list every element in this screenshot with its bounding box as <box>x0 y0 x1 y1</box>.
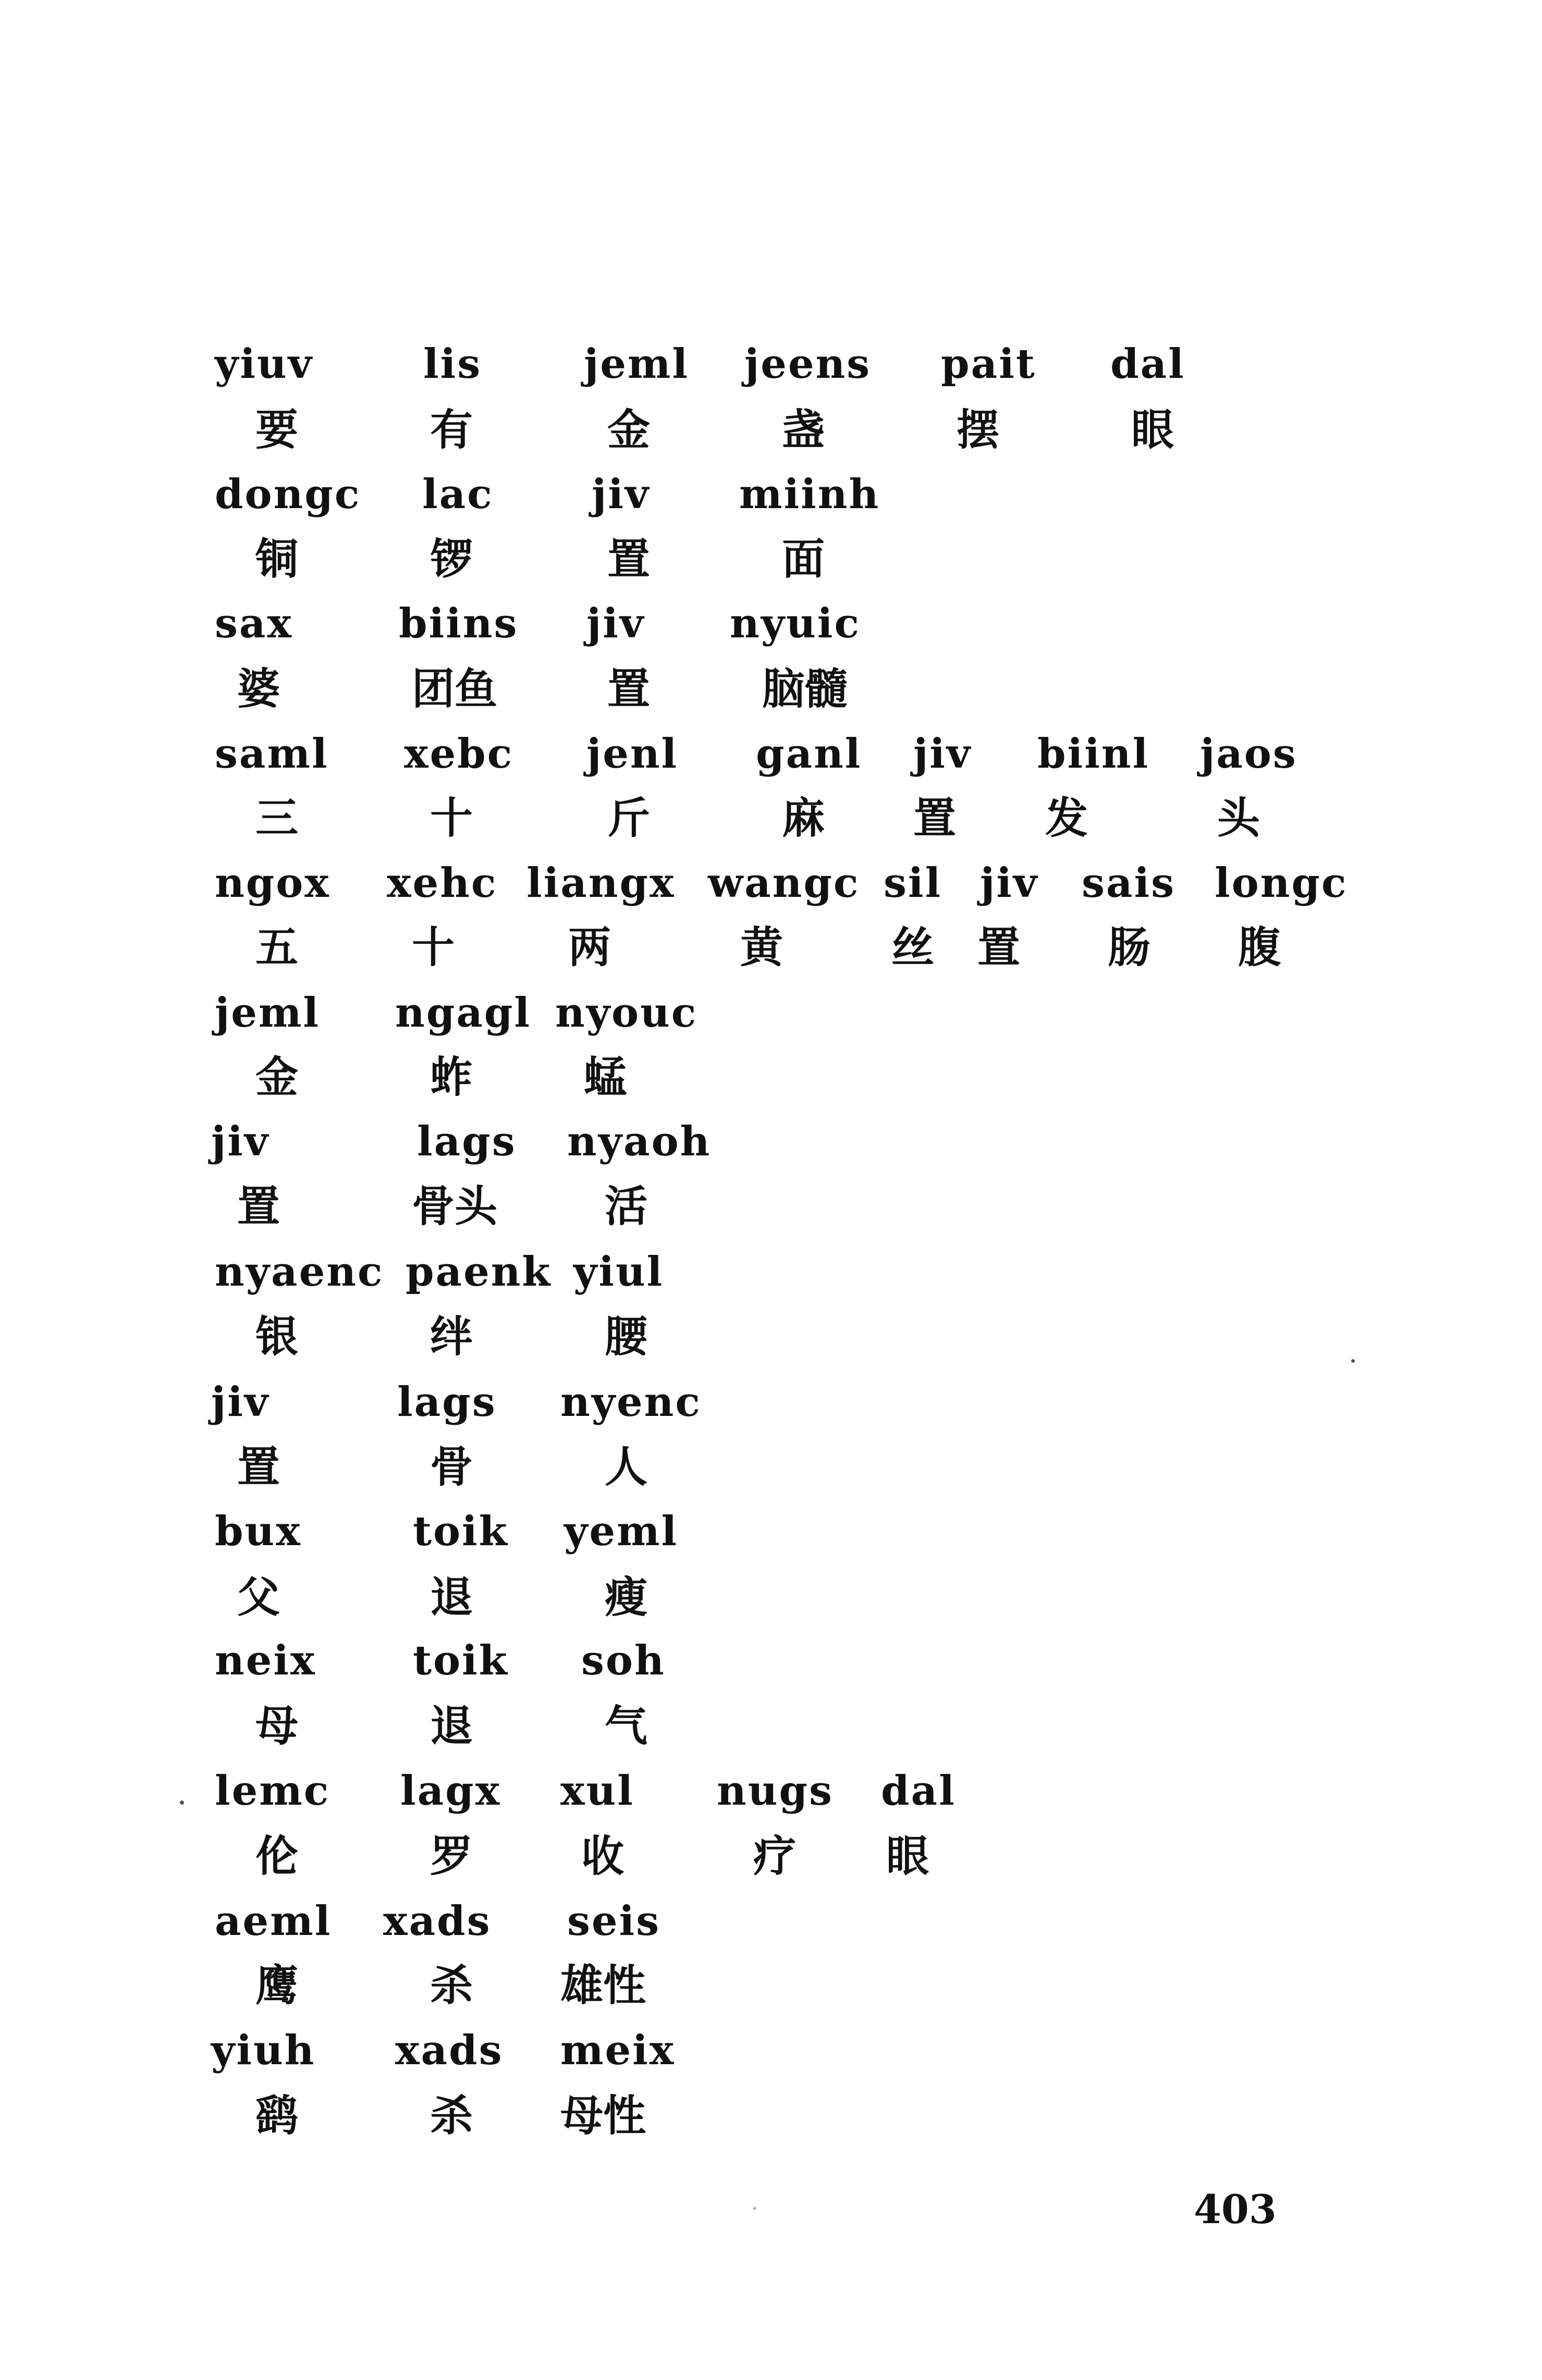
gloss-word: 麻 <box>782 794 825 843</box>
gloss-word: 丝 <box>891 923 935 972</box>
romanized-word: soh <box>581 1637 666 1684</box>
gloss-word: 母性 <box>560 2091 646 2141</box>
gloss-word: 蚱 <box>430 1053 473 1102</box>
gloss-line <box>0 794 1542 860</box>
gloss-word: 发 <box>1045 794 1088 843</box>
romanized-word: xads <box>383 1897 492 1945</box>
gloss-line <box>0 1573 1542 1639</box>
print-speck <box>180 1801 184 1805</box>
romanized-word: miinh <box>739 471 880 518</box>
gloss-word: 收 <box>581 1832 625 1881</box>
gloss-line <box>0 1961 1542 2027</box>
gloss-word: 眼 <box>1131 405 1174 455</box>
gloss-word: 杀 <box>430 2091 473 2141</box>
gloss-word: 置 <box>607 535 651 584</box>
romanized-word: jiv <box>586 600 645 647</box>
gloss-line <box>0 2091 1542 2157</box>
gloss-word: 有 <box>430 405 473 455</box>
gloss-word: 眼 <box>886 1832 929 1881</box>
romanized-line <box>0 1767 1542 1833</box>
gloss-word: 十 <box>430 794 473 843</box>
gloss-word: 置 <box>237 1182 280 1231</box>
romanized-word: paenk <box>406 1248 552 1296</box>
romanized-word: lac <box>422 471 494 518</box>
gloss-word: 五 <box>255 923 299 972</box>
gloss-word: 鹰 <box>255 1961 299 2011</box>
romanized-word: jaos <box>1200 730 1298 778</box>
gloss-word: 置 <box>237 1442 280 1492</box>
romanized-word: sax <box>215 600 293 647</box>
gloss-word: 三 <box>255 794 299 843</box>
gloss-line <box>0 1053 1542 1119</box>
gloss-word: 置 <box>977 923 1021 972</box>
gloss-line <box>0 1442 1542 1509</box>
gloss-word: 两 <box>568 923 611 972</box>
gloss-line <box>0 1701 1542 1768</box>
romanized-line <box>0 1378 1542 1445</box>
gloss-word: 团鱼 <box>412 664 498 714</box>
romanized-word: wangc <box>708 859 860 907</box>
romanized-word: dongc <box>215 471 361 518</box>
romanized-word: jeml <box>584 340 690 388</box>
romanized-word: xul <box>560 1767 634 1815</box>
gloss-word: 瘦 <box>605 1573 648 1622</box>
romanized-word: biinl <box>1037 730 1150 778</box>
romanized-line <box>0 1248 1542 1314</box>
gloss-word: 人 <box>605 1442 648 1492</box>
gloss-word: 头 <box>1217 794 1260 843</box>
romanized-word: yiuv <box>215 340 313 388</box>
romanized-word: yiuh <box>211 2027 316 2074</box>
romanized-line <box>0 1118 1542 1184</box>
romanized-word: jiv <box>211 1118 270 1165</box>
romanized-word: jiv <box>980 859 1039 907</box>
gloss-word: 活 <box>605 1182 648 1231</box>
romanized-word: ngagl <box>395 989 531 1037</box>
romanized-line <box>0 989 1542 1055</box>
romanized-word: jeml <box>215 989 321 1037</box>
gloss-word: 罗 <box>430 1832 473 1881</box>
romanized-word: jiv <box>592 471 651 518</box>
gloss-word: 父 <box>237 1573 280 1622</box>
gloss-word: 斤 <box>607 794 651 843</box>
gloss-word: 鹞 <box>255 2091 299 2141</box>
romanized-word: sil <box>884 859 943 907</box>
romanized-word: dal <box>1110 340 1185 388</box>
gloss-word: 置 <box>607 664 651 714</box>
romanized-word: liangx <box>527 859 676 907</box>
romanized-word: lagx <box>400 1767 501 1815</box>
gloss-line <box>0 405 1542 472</box>
romanized-word: longc <box>1215 859 1348 907</box>
gloss-word: 铜 <box>255 535 299 584</box>
romanized-word: biins <box>399 600 519 647</box>
romanized-word: bux <box>215 1508 302 1555</box>
romanized-word: nyuic <box>730 600 861 647</box>
romanized-word: nyenc <box>560 1378 702 1426</box>
romanized-word: jiv <box>211 1378 270 1426</box>
romanized-word: jiv <box>913 730 972 778</box>
romanized-word: pait <box>941 340 1036 388</box>
romanized-word: xehc <box>387 859 498 907</box>
gloss-word: 肠 <box>1108 923 1151 972</box>
romanized-line <box>0 859 1542 926</box>
romanized-word: dal <box>881 1767 956 1815</box>
romanized-word: lis <box>423 340 482 388</box>
gloss-word: 绊 <box>430 1312 473 1362</box>
page-number: 403 <box>1194 2186 1277 2233</box>
romanized-line <box>0 1897 1542 1964</box>
romanized-word: lemc <box>215 1767 331 1815</box>
gloss-word: 骨 <box>430 1442 473 1492</box>
romanized-word: nyaenc <box>215 1248 384 1296</box>
romanized-word: jeens <box>744 340 872 388</box>
romanized-word: neix <box>215 1637 316 1684</box>
gloss-word: 十 <box>412 923 455 972</box>
gloss-word: 骨头 <box>412 1182 498 1231</box>
gloss-line <box>0 1182 1542 1248</box>
romanized-line <box>0 340 1542 406</box>
romanized-word: meix <box>560 2027 676 2074</box>
romanized-word: lags <box>397 1378 497 1426</box>
gloss-word: 置 <box>913 794 957 843</box>
romanized-word: aeml <box>215 1897 332 1945</box>
romanized-word: sais <box>1082 859 1176 907</box>
romanized-word: jenl <box>586 730 679 778</box>
gloss-word: 盏 <box>782 405 825 455</box>
romanized-word: seis <box>567 1897 661 1945</box>
gloss-word: 退 <box>430 1573 473 1622</box>
gloss-word: 气 <box>605 1701 648 1751</box>
romanized-word: ganl <box>756 730 862 778</box>
gloss-line <box>0 664 1542 731</box>
gloss-word: 杀 <box>430 1961 473 2011</box>
print-speck <box>753 2207 756 2210</box>
romanized-line <box>0 471 1542 537</box>
romanized-word: toik <box>413 1637 509 1684</box>
romanized-line <box>0 1508 1542 1574</box>
romanized-word: nugs <box>717 1767 834 1815</box>
romanized-word: yiul <box>573 1248 664 1296</box>
gloss-word: 母 <box>255 1701 299 1751</box>
gloss-word: 腹 <box>1238 923 1281 972</box>
gloss-word: 疗 <box>753 1832 797 1881</box>
gloss-word: 黄 <box>740 923 784 972</box>
gloss-word: 雄性 <box>560 1961 646 2011</box>
gloss-line <box>0 535 1542 601</box>
romanized-line <box>0 600 1542 666</box>
gloss-word: 腰 <box>605 1312 648 1362</box>
gloss-word: 要 <box>255 405 299 455</box>
romanized-word: toik <box>413 1508 509 1555</box>
gloss-line <box>0 1832 1542 1898</box>
gloss-word: 脑髓 <box>762 664 848 714</box>
romanized-line <box>0 2027 1542 2093</box>
romanized-word: ngox <box>215 859 331 907</box>
romanized-word: yeml <box>564 1508 679 1555</box>
gloss-word: 金 <box>607 405 651 455</box>
gloss-word: 蜢 <box>584 1053 627 1102</box>
romanized-word: nyouc <box>555 989 698 1037</box>
gloss-word: 婆 <box>237 664 280 714</box>
gloss-word: 摆 <box>957 405 1000 455</box>
gloss-word: 金 <box>255 1053 299 1102</box>
romanized-word: saml <box>215 730 329 778</box>
gloss-word: 锣 <box>430 535 473 584</box>
romanized-word: lags <box>417 1118 517 1165</box>
gloss-word: 伦 <box>255 1832 299 1881</box>
print-speck <box>1351 1359 1355 1363</box>
romanized-word: xads <box>395 2027 504 2074</box>
romanized-word: nyaoh <box>567 1118 712 1165</box>
gloss-word: 退 <box>430 1701 473 1751</box>
gloss-word: 银 <box>255 1312 299 1362</box>
gloss-word: 面 <box>782 535 825 584</box>
romanized-line <box>0 730 1542 796</box>
gloss-line <box>0 1312 1542 1378</box>
romanized-word: xebc <box>404 730 514 778</box>
romanized-line <box>0 1637 1542 1703</box>
gloss-line <box>0 923 1542 989</box>
